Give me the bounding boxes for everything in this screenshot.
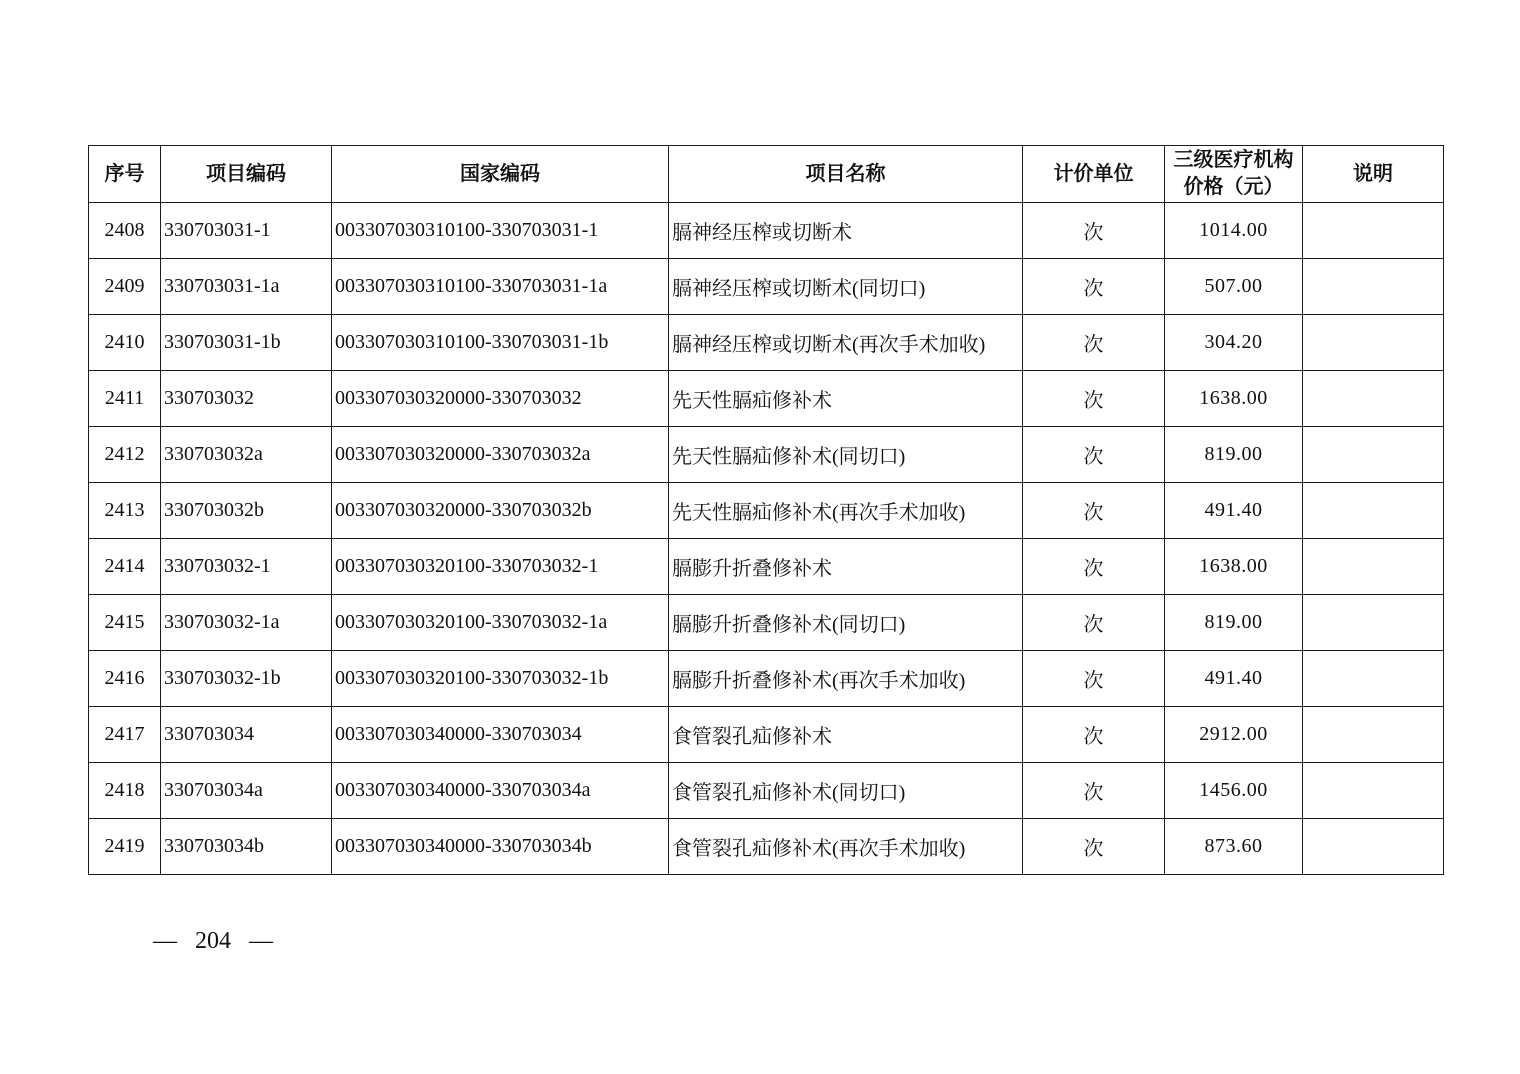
cell-price: 1014.00 (1165, 203, 1303, 259)
cell-name: 先天性膈疝修补术(再次手术加收) (669, 483, 1023, 539)
table-row (89, 819, 1444, 875)
cell-item-code: 330703031-1a (161, 259, 332, 315)
table-row (89, 315, 1444, 371)
cell-unit: 次 (1023, 819, 1165, 875)
cell-price: 507.00 (1165, 259, 1303, 315)
cell-price: 491.40 (1165, 483, 1303, 539)
cell-national-code: 003307030340000-330703034a (332, 763, 669, 819)
table-header-row (89, 146, 1444, 203)
cell-item-code: 330703032-1a (161, 595, 332, 651)
cell-national-code: 003307030320100-330703032-1a (332, 595, 669, 651)
cell-item-code: 330703032 (161, 371, 332, 427)
cell-seq: 2409 (89, 259, 161, 315)
table-row (89, 539, 1444, 595)
cell-seq: 2411 (89, 371, 161, 427)
cell-national-code: 003307030340000-330703034b (332, 819, 669, 875)
cell-note (1303, 763, 1444, 819)
cell-item-code: 330703032b (161, 483, 332, 539)
table-row (89, 259, 1444, 315)
cell-name: 先天性膈疝修补术(同切口) (669, 427, 1023, 483)
cell-item-code: 330703032a (161, 427, 332, 483)
header-name: 项目名称 (669, 146, 1023, 203)
cell-seq: 2412 (89, 427, 161, 483)
cell-seq: 2413 (89, 483, 161, 539)
cell-unit: 次 (1023, 259, 1165, 315)
table-header (89, 146, 1444, 203)
cell-seq: 2418 (89, 763, 161, 819)
cell-note (1303, 595, 1444, 651)
cell-national-code: 003307030320000-330703032a (332, 427, 669, 483)
header-note: 说明 (1303, 146, 1444, 203)
cell-seq: 2416 (89, 651, 161, 707)
header-unit: 计价单位 (1023, 146, 1165, 203)
cell-price: 819.00 (1165, 427, 1303, 483)
cell-seq: 2410 (89, 315, 161, 371)
cell-seq: 2414 (89, 539, 161, 595)
cell-price: 304.20 (1165, 315, 1303, 371)
cell-note (1303, 259, 1444, 315)
table-row (89, 763, 1444, 819)
medical-price-table (88, 145, 1444, 875)
cell-item-code: 330703034a (161, 763, 332, 819)
table-row (89, 651, 1444, 707)
table-row (89, 595, 1444, 651)
cell-unit: 次 (1023, 315, 1165, 371)
table-row (89, 483, 1444, 539)
cell-unit: 次 (1023, 651, 1165, 707)
cell-item-code: 330703032-1b (161, 651, 332, 707)
cell-national-code: 003307030320100-330703032-1 (332, 539, 669, 595)
cell-name: 膈神经压榨或切断术(同切口) (669, 259, 1023, 315)
cell-seq: 2417 (89, 707, 161, 763)
table-row (89, 707, 1444, 763)
cell-name: 食管裂孔疝修补术 (669, 707, 1023, 763)
cell-item-code: 330703032-1 (161, 539, 332, 595)
cell-price: 491.40 (1165, 651, 1303, 707)
cell-unit: 次 (1023, 371, 1165, 427)
cell-national-code: 003307030310100-330703031-1 (332, 203, 669, 259)
cell-name: 先天性膈疝修补术 (669, 371, 1023, 427)
cell-price: 1638.00 (1165, 539, 1303, 595)
cell-unit: 次 (1023, 595, 1165, 651)
cell-note (1303, 707, 1444, 763)
cell-national-code: 003307030310100-330703031-1b (332, 315, 669, 371)
cell-national-code: 003307030320100-330703032-1b (332, 651, 669, 707)
table-row (89, 203, 1444, 259)
cell-national-code: 003307030320000-330703032b (332, 483, 669, 539)
cell-note (1303, 539, 1444, 595)
cell-national-code: 003307030310100-330703031-1a (332, 259, 669, 315)
footer-page-number: — 204 — (153, 928, 273, 954)
cell-note (1303, 651, 1444, 707)
cell-name: 膈膨升折叠修补术 (669, 539, 1023, 595)
cell-name: 食管裂孔疝修补术(同切口) (669, 763, 1023, 819)
cell-name: 食管裂孔疝修补术(再次手术加收) (669, 819, 1023, 875)
cell-item-code: 330703034b (161, 819, 332, 875)
table-row (89, 427, 1444, 483)
cell-note (1303, 483, 1444, 539)
cell-seq: 2415 (89, 595, 161, 651)
cell-unit: 次 (1023, 203, 1165, 259)
cell-item-code: 330703034 (161, 707, 332, 763)
table-row (89, 371, 1444, 427)
header-price: 三级医疗机构价格（元） (1165, 146, 1303, 203)
header-national-code: 国家编码 (332, 146, 669, 203)
cell-national-code: 003307030320000-330703032 (332, 371, 669, 427)
cell-note (1303, 315, 1444, 371)
cell-seq: 2408 (89, 203, 161, 259)
cell-price: 819.00 (1165, 595, 1303, 651)
cell-price: 2912.00 (1165, 707, 1303, 763)
cell-national-code: 003307030340000-330703034 (332, 707, 669, 763)
cell-price: 873.60 (1165, 819, 1303, 875)
cell-note (1303, 819, 1444, 875)
cell-item-code: 330703031-1 (161, 203, 332, 259)
cell-unit: 次 (1023, 539, 1165, 595)
header-item-code: 项目编码 (161, 146, 332, 203)
cell-unit: 次 (1023, 763, 1165, 819)
cell-seq: 2419 (89, 819, 161, 875)
cell-name: 膈膨升折叠修补术(同切口) (669, 595, 1023, 651)
cell-price: 1456.00 (1165, 763, 1303, 819)
header-seq: 序号 (89, 146, 161, 203)
cell-note (1303, 203, 1444, 259)
cell-name: 膈膨升折叠修补术(再次手术加收) (669, 651, 1023, 707)
cell-unit: 次 (1023, 707, 1165, 763)
cell-price: 1638.00 (1165, 371, 1303, 427)
cell-note (1303, 427, 1444, 483)
cell-note (1303, 371, 1444, 427)
cell-name: 膈神经压榨或切断术 (669, 203, 1023, 259)
cell-unit: 次 (1023, 483, 1165, 539)
cell-name: 膈神经压榨或切断术(再次手术加收) (669, 315, 1023, 371)
table-body (89, 203, 1444, 875)
cell-item-code: 330703031-1b (161, 315, 332, 371)
cell-unit: 次 (1023, 427, 1165, 483)
